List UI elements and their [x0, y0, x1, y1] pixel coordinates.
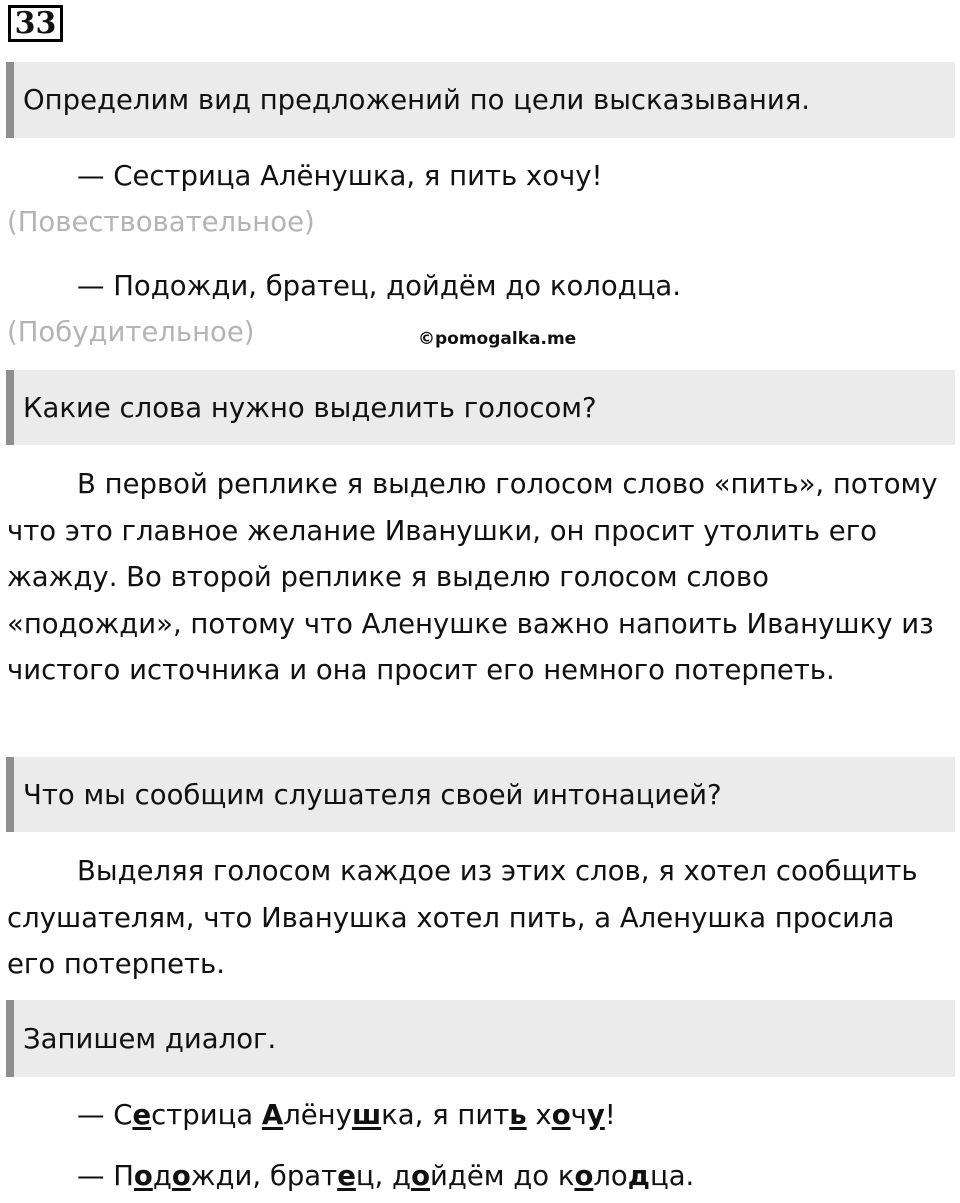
stressed-letter: е: [337, 1160, 356, 1192]
stressed-letter: А: [261, 1099, 284, 1131]
dialog-text-segment: жди, брат: [190, 1160, 338, 1192]
stressed-letter: ш: [351, 1099, 382, 1131]
sentence-type-note-1: (Повествовательное): [7, 206, 315, 238]
stressed-letter: о: [133, 1160, 153, 1192]
stressed-letter: е: [132, 1099, 152, 1131]
dialog-text-segment: ло: [593, 1160, 628, 1192]
stressed-letter: о: [574, 1160, 594, 1192]
dialog-text-segment: х: [526, 1099, 552, 1131]
question-2: [6, 370, 955, 445]
sentence-type-note-2: (Побудительное): [7, 316, 255, 348]
stressed-dialog-line-2: [77, 1158, 694, 1194]
dialog-text-segment: стрица: [151, 1099, 262, 1131]
dialog-text-segment: !: [604, 1099, 616, 1131]
watermark: ©pomogalka.me: [418, 329, 577, 349]
dialog-text-segment: ц, д: [355, 1160, 412, 1192]
question-4: [6, 1000, 955, 1077]
answer-paragraph-1: В первой реплике я выделю голосом слово «пить», потому что это главное желание Иванушки, он просит утолить его жажду. Во второй реплике я выделю голосом слово «подожди», потому что Аленушке важно напоить Иванушку из чистого источника и она просит его немного потерпеть.: [7, 468, 938, 687]
stressed-letter: у: [586, 1099, 605, 1131]
dialog-line-1: — Сестрица Алёнушка, я пить хочу!: [77, 160, 603, 192]
task-number: 33: [8, 5, 63, 42]
dialog-text-segment: лёну: [283, 1099, 352, 1131]
dialog-text-segment: — П: [77, 1160, 134, 1192]
dialog-line-2: — Подожди, братец, дойдём до колодца.: [77, 270, 682, 302]
stressed-letter: д: [627, 1160, 650, 1192]
question-1: [6, 62, 955, 138]
stressed-letter: о: [411, 1160, 430, 1192]
question-text: Определим вид предложений по цели высказывания.: [23, 84, 811, 116]
dialog-text-segment: ч: [570, 1099, 587, 1131]
answer-paragraph-2: Выделяя голосом каждое из этих слов, я хотел сообщить слушателям, что Иванушка хотел пить, а Аленушка просила его потерпеть.: [7, 855, 918, 981]
dialog-text-segment: ца.: [649, 1160, 695, 1192]
question-text: Запишем диалог.: [23, 1022, 277, 1055]
stressed-dialog-line-1: [77, 1097, 616, 1133]
question-3: [6, 757, 955, 832]
stressed-letter: о: [551, 1099, 571, 1131]
question-text: Что мы сообщим слушателя своей интонацией?: [23, 778, 722, 811]
dialog-text-segment: — С: [77, 1099, 133, 1131]
dialog-text-segment: йдём до к: [429, 1160, 575, 1192]
stressed-letter: о: [171, 1160, 191, 1192]
dialog-text-segment: ка, я пит: [381, 1099, 510, 1131]
question-text: Какие слова нужно выделить голосом?: [23, 391, 597, 424]
stressed-letter: ь: [509, 1099, 527, 1131]
dialog-text-segment: д: [152, 1160, 172, 1192]
